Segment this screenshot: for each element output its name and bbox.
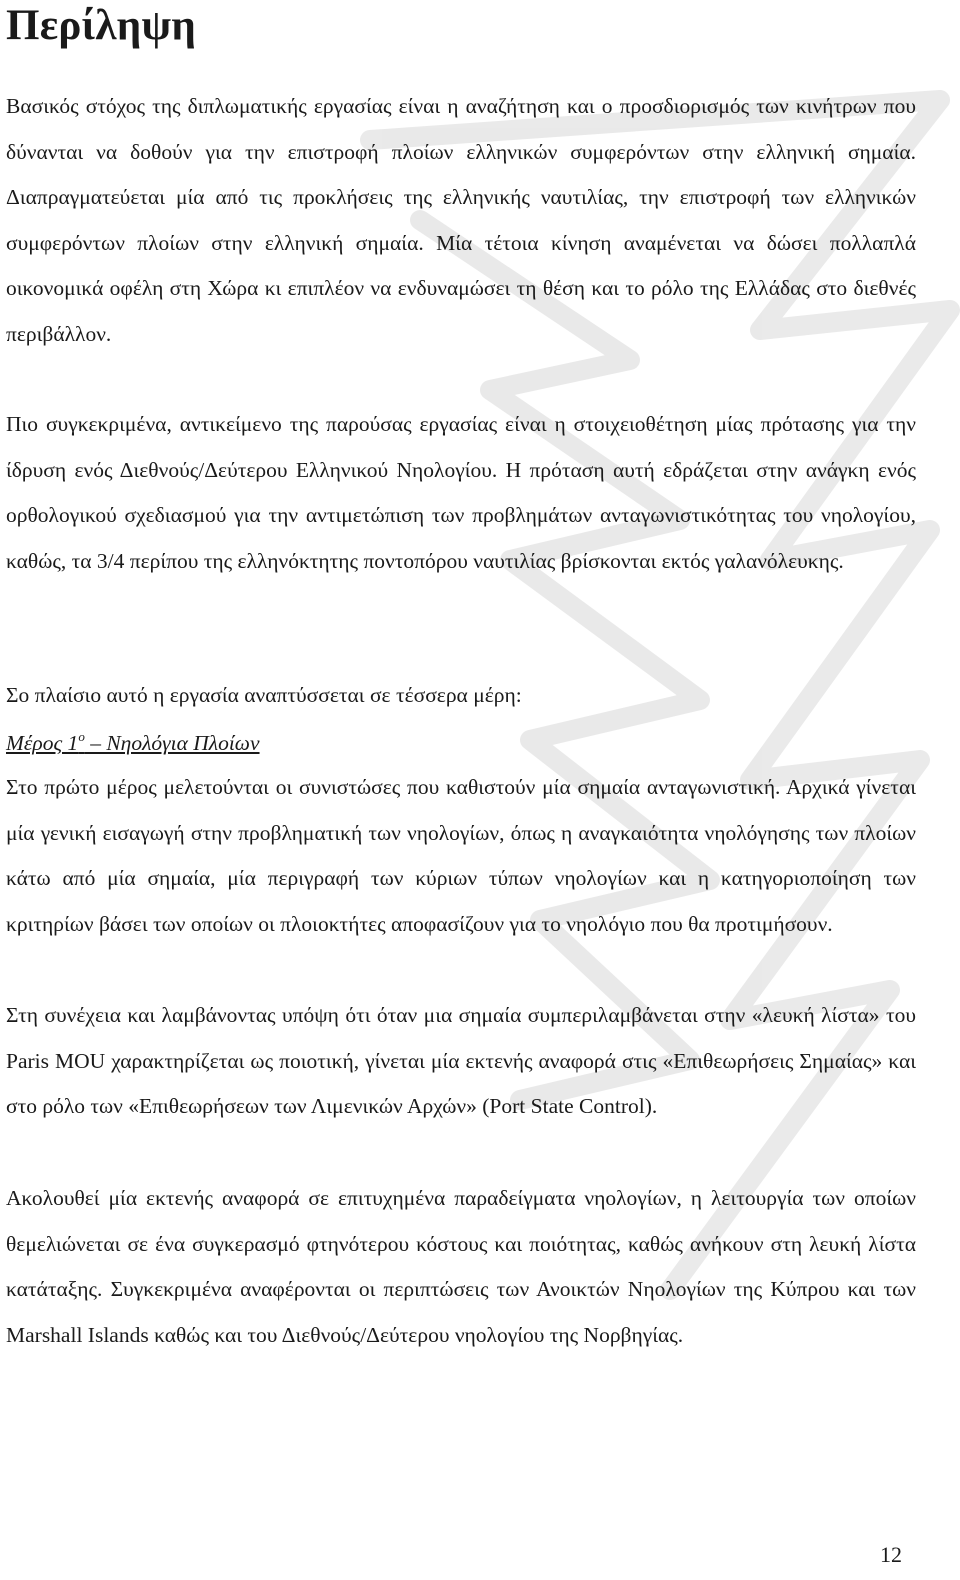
part-1-heading [6,721,260,767]
document-title: Περίληψη [6,2,197,49]
page-number: 12 [880,1542,902,1567]
part-heading-prefix: Μέρος 1 [6,731,79,755]
paragraph-specific-objective [6,402,916,584]
paragraph-text: Σο πλαίσιο αυτό η εργασία αναπτύσσεται σε τέσσερα μέρη: [6,683,522,707]
paragraph-part-1-overview [6,765,916,947]
part-heading-suffix: – Νηολόγια Πλοίων [84,731,260,755]
paragraph-text: Στο πρώτο μέρος μελετούνται οι συνιστώσες που καθιστούν μία σημαία ανταγωνιστική. Αρχικά γίνεται μία γενική εισαγωγή στην προβληματική των νηολογίων, όπως η αναγκαιότητα νηολόγησης των πλοίων κάτω από μία σημαία, μία περιγραφή των κύριων τύπων νηολογίων και η κατηγοριοποίηση των κριτηρίων βάσει των οποίων οι πλοιοκτήτες αποφασίζουν για το νηολόγιο που θα προτιμήσουν. [6,775,916,936]
paragraph-structure-intro [6,673,916,719]
part-heading-superscript: ο [78,729,85,744]
paragraph-white-list [6,993,916,1130]
paragraph-text: Στη συνέχεια και λαμβάνοντας υπόψη ότι όταν μια σημαία συμπεριλαμβάνεται στην «λευκή λίστα» του Paris MOU χαρακτηρίζεται ως ποιοτική, γίνεται μία εκτενής αναφορά στις «Επιθεωρήσεις Σημαίας» και στο ρόλο των «Επιθεωρήσεων των Λιμενικών Αρχών» (Port State Control). [6,1003,916,1118]
paragraph-main-objective [6,84,916,357]
paragraph-text: Βασικός στόχος της διπλωματικής εργασίας είναι η αναζήτηση και ο προσδιορισμός των κινήτρων που δύνανται να δοθούν για την επιστροφή πλοίων ελληνικών συμφερόντων στην ελληνική σημαία. Διαπραγματεύεται μία από τις προκλήσεις της ελληνικής ναυτιλίας, την επιστροφή των ελληνικών συμφερόντων πλοίων στην ελληνική σημαία. Μία τέτοια κίνηση αναμένεται να δώσει πολλαπλά οικονομικά οφέλη στη Χώρα κι επιπλέον να ενδυναμώσει τη θέση και το ρόλο της Ελλάδας στο διεθνές περιβάλλον. [6,94,916,346]
paragraph-text: Ακολουθεί μία εκτενής αναφορά σε επιτυχημένα παραδείγματα νηολογίων, η λειτουργία των οποίων θεμελιώνεται σε ένα συγκερασμό φτηνότερου κόστους και ποιότητας, καθώς ανήκουν στη λευκή λίστα κατάταξης. Συγκεκριμένα αναφέρονται οι περιπτώσεις των Ανοικτών Νηολογίων της Κύπρου και των Marshall Islands καθώς και του Διεθνούς/Δεύτερου νηολογίου της Νορβηγίας. [6,1186,916,1347]
paragraph-registry-examples [6,1176,916,1358]
paragraph-text: Πιο συγκεκριμένα, αντικείμενο της παρούσας εργασίας είναι η στοιχειοθέτηση μίας πρότασης για την ίδρυση ενός Διεθνούς/Δεύτερου Ελληνικού Νηολογίου. Η πρόταση αυτή εδράζεται στην ανάγκη ενός ορθολογικού σχεδιασμού για την αντιμετώπιση των προβλημάτων ανταγωνιστικότητας του νηολογίου, καθώς, τα 3/4 περίπου της ελληνόκτητης ποντοπόρου ναυτιλίας βρίσκονται εκτός γαλανόλευκης. [6,412,916,573]
